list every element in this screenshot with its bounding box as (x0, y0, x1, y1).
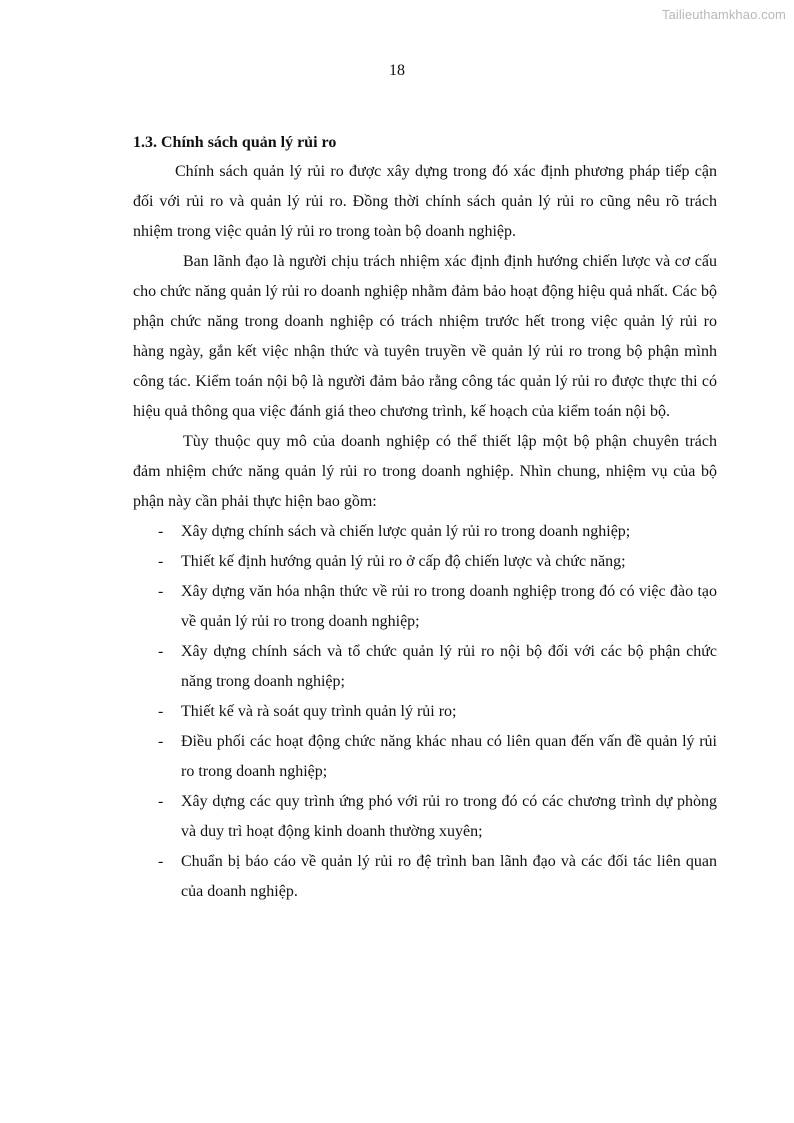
list-item-text: Chuẩn bị báo cáo về quản lý rủi ro đệ trình ban lãnh đạo và các đối tác liên quan của doanh nghiệp. (181, 853, 717, 900)
bullet-marker: - (158, 583, 164, 600)
list-item (133, 787, 717, 847)
task-list (133, 517, 717, 907)
bullet-marker: - (158, 853, 164, 870)
list-item-text: Xây dựng văn hóa nhận thức về rủi ro trong doanh nghiệp trong đó có việc đào tạo về quản lý rủi ro trong doanh nghiệp; (181, 583, 717, 630)
list-item-text: Xây dựng các quy trình ứng phó với rủi ro trong đó có các chương trình dự phòng và duy trì hoạt động kinh doanh thường xuyên; (181, 793, 717, 840)
paragraph: Chính sách quản lý rủi ro được xây dựng trong đó xác định phương pháp tiếp cận đối với rủi ro và quản lý rủi ro. Đồng thời chính sách quản lý rủi ro cũng nêu rõ trách nhiệm trong việc quản lý rủi ro trong toàn bộ doanh nghiệp. (133, 163, 717, 240)
list-item-text: Xây dựng chính sách và chiến lược quản lý rủi ro trong doanh nghiệp; (181, 523, 631, 540)
list-item (133, 547, 717, 577)
paragraph: Ban lãnh đạo là người chịu trách nhiệm xác định định hướng chiến lược và cơ cấu cho chức năng quản lý rủi ro doanh nghiệp nhằm đảm bảo hoạt động hiệu quả nhất. Các bộ phận chức năng trong doanh nghiệp có trách nhiệm trước hết trong việc quản lý rủi ro hàng ngày, gắn kết việc nhận thức và tuyên truyền về quản lý rủi ro trong bộ phận mình công tác. Kiểm toán nội bộ là người đảm bảo rằng công tác quản lý rủi ro được thực thi có hiệu quả thông qua việc đánh giá theo chương trình, kế hoạch của kiểm toán nội bộ. (133, 253, 717, 420)
document-body (133, 131, 717, 907)
list-item (133, 577, 717, 637)
list-item-text: Thiết kế định hướng quản lý rủi ro ở cấp độ chiến lược và chức năng; (181, 553, 626, 570)
section-heading: 1.3. Chính sách quản lý rủi ro (133, 134, 337, 151)
bullet-marker: - (158, 523, 164, 540)
list-item (133, 727, 717, 787)
list-item (133, 637, 717, 697)
list-item (133, 517, 717, 547)
list-item-text: Điều phối các hoạt động chức năng khác nhau có liên quan đến vấn đề quản lý rủi ro trong doanh nghiệp; (181, 733, 717, 780)
bullet-marker: - (158, 733, 164, 750)
list-item (133, 697, 717, 727)
bullet-marker: - (158, 793, 164, 810)
watermark: Tailieuthamkhao.com (661, 7, 786, 22)
bullet-marker: - (158, 643, 164, 660)
list-item-text: Thiết kế và rà soát quy trình quản lý rủi ro; (181, 703, 457, 720)
paragraph: Tùy thuộc quy mô của doanh nghiệp có thể thiết lập một bộ phận chuyên trách đảm nhiệm chức năng quản lý rủi ro trong doanh nghiệp. Nhìn chung, nhiệm vụ của bộ phận này cần phải thực hiện bao gồm: (133, 433, 717, 510)
bullet-marker: - (158, 703, 164, 720)
page-number: 18 (389, 62, 405, 79)
bullet-marker: - (158, 553, 164, 570)
list-item (133, 847, 717, 907)
list-item-text: Xây dựng chính sách và tổ chức quản lý rủi ro nội bộ đối với các bộ phận chức năng trong doanh nghiệp; (181, 643, 717, 690)
